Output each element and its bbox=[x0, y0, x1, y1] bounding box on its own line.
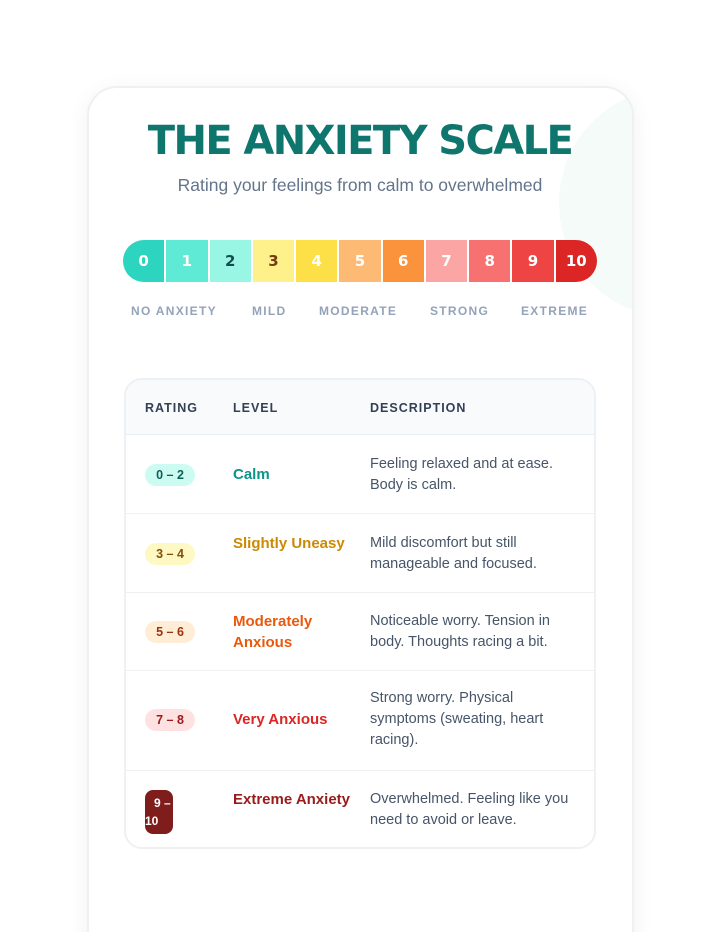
level-description: Overwhelmed. Feeling like you need to avoid or leave. bbox=[370, 791, 569, 828]
scale-segment-7: 7 bbox=[426, 240, 467, 282]
page-subtitle: Rating your feelings from calm to overwhelmed bbox=[177, 175, 543, 195]
scale-segment-6: 6 bbox=[383, 240, 424, 282]
scale-segment-0: 0 bbox=[123, 240, 164, 282]
page-title: THE ANXIETY SCALE bbox=[147, 118, 573, 164]
header-description: DESCRIPTION bbox=[370, 401, 467, 415]
table-row bbox=[126, 593, 594, 671]
rating-badge: 3 – 4 bbox=[145, 543, 195, 565]
header-level: LEVEL bbox=[233, 401, 279, 415]
rating-badge bbox=[145, 790, 173, 834]
scale-segment-5: 5 bbox=[339, 240, 380, 282]
level-description: Mild discomfort but still manageable and focused. bbox=[370, 535, 537, 572]
anxiety-scale-bar bbox=[123, 240, 597, 282]
rating-badge: 7 – 8 bbox=[145, 709, 195, 731]
level-label: Extreme Anxiety bbox=[233, 791, 350, 808]
level-label: Very Anxious bbox=[233, 711, 328, 728]
scale-segment-8: 8 bbox=[469, 240, 510, 282]
level-label: Moderately Anxious bbox=[233, 613, 313, 651]
scale-label-extreme: EXTREME bbox=[521, 304, 589, 318]
table-row bbox=[126, 771, 594, 849]
scale-label-moderate: MODERATE bbox=[319, 304, 398, 318]
level-description: Feeling relaxed and at ease. Body is calm. bbox=[370, 456, 553, 493]
scale-label-no-anxiety: NO ANXIETY bbox=[131, 304, 217, 318]
level-label: Calm bbox=[233, 466, 270, 483]
table-header bbox=[126, 380, 594, 435]
scale-label-mild: MILD bbox=[252, 304, 287, 318]
table-row bbox=[126, 671, 594, 771]
table-row bbox=[126, 514, 594, 593]
header-rating: RATING bbox=[145, 401, 198, 415]
rating-badge-line: 9 – bbox=[154, 796, 171, 810]
anxiety-table bbox=[124, 378, 596, 849]
scale-segment-4: 4 bbox=[296, 240, 337, 282]
level-description: Strong worry. Physical symptoms (sweating, heart racing). bbox=[370, 690, 544, 748]
scale-segment-9: 9 bbox=[512, 240, 553, 282]
scale-segment-2: 2 bbox=[210, 240, 251, 282]
rating-badge: 0 – 2 bbox=[145, 464, 195, 486]
scale-label-strong: STRONG bbox=[430, 304, 490, 318]
scale-segment-1: 1 bbox=[166, 240, 207, 282]
level-description: Noticeable worry. Tension in body. Thoughts racing a bit. bbox=[370, 613, 550, 650]
scale-segment-3: 3 bbox=[253, 240, 294, 282]
table-row bbox=[126, 435, 594, 514]
rating-badge-line: 10 bbox=[145, 814, 159, 828]
scale-segment-10: 10 bbox=[556, 240, 597, 282]
rating-badge: 5 – 6 bbox=[145, 621, 195, 643]
scale-labels bbox=[0, 304, 720, 320]
level-label: Slightly Uneasy bbox=[233, 535, 345, 552]
